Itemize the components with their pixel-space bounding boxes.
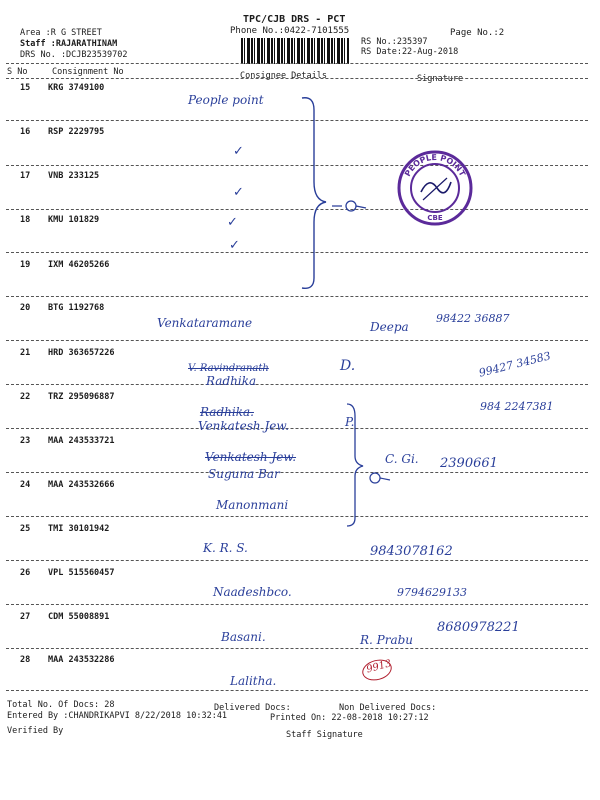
row-number: 18	[20, 215, 31, 225]
consignee-name: Venkatesh Jew.	[198, 419, 290, 433]
consignee-name: Venkataramane	[157, 316, 253, 330]
receiver-phone: 8680978221	[437, 620, 520, 635]
receiver-signature: D.	[340, 358, 356, 374]
bracket-mark	[300, 92, 330, 292]
consignment-number: VPL 515560457	[48, 568, 115, 578]
receiver-phone: 99427 34583	[477, 349, 552, 380]
row-number: 21	[20, 348, 31, 358]
row-number: 15	[20, 83, 31, 93]
row-number: 26	[20, 568, 31, 578]
check-mark: ✓	[233, 143, 244, 158]
barcode-graphic	[241, 38, 349, 64]
column-consignment: Consignment No	[52, 67, 124, 77]
drs-number: DRS No. :DCJB23539702	[20, 50, 128, 60]
consignment-number: KMU 101829	[48, 215, 100, 225]
row-divider	[6, 604, 588, 605]
consignee-name: Radhika	[206, 374, 257, 388]
office-phone: Phone No.:0422-7101555	[230, 26, 350, 36]
rs-date: RS Date:22-Aug-2018	[361, 47, 459, 57]
struck-name: Radhika.	[200, 405, 254, 419]
bracket-mark	[345, 400, 365, 530]
receiver-phone: 9843078162	[370, 544, 453, 559]
stamp-bottom-text: CBE	[427, 214, 443, 222]
page-number: Page No.:2	[450, 28, 505, 38]
consignee-name: Manonmani	[216, 498, 289, 512]
row-divider	[6, 384, 588, 385]
consignment-number: RSP 2229795	[48, 127, 105, 137]
column-sno: S No	[7, 67, 28, 77]
consignment-number: IXM 46205266	[48, 260, 110, 270]
staff-label: Staff :RAJARATHINAM	[20, 39, 118, 49]
row-divider	[6, 648, 588, 649]
row-number: 28	[20, 655, 31, 665]
row-divider	[6, 428, 588, 429]
consignee-name: Lalitha.	[230, 674, 277, 688]
struck-name: V. Ravindranath	[188, 363, 269, 374]
row-number: 25	[20, 524, 31, 534]
struck-name: Venkatesh Jew.	[205, 450, 297, 464]
receiver-phone: 984 2247381	[480, 400, 554, 413]
receiver-phone: 2390661	[440, 456, 498, 471]
consignment-number: MAA 243533721	[48, 436, 115, 446]
consignment-number: HRD 363657226	[48, 348, 115, 358]
consignment-number: BTG 1192768	[48, 303, 105, 313]
total-docs: Total No. Of Docs: 28	[7, 700, 115, 710]
stamp-top-text: PEOPLE POINT	[402, 152, 468, 178]
row-number: 22	[20, 392, 31, 402]
consignee-name: Naadeshbco.	[213, 585, 292, 599]
consignee-name: Suguna Bar	[208, 467, 280, 481]
row-number: 19	[20, 260, 31, 270]
row-divider	[6, 472, 588, 473]
receiver-signature: R. Prabu	[360, 633, 414, 647]
consignment-number: KRG 3749100	[48, 83, 105, 93]
row-divider	[6, 296, 588, 297]
rs-number: RS No.:235397	[361, 37, 428, 47]
receiver-phone: 98422 36887	[436, 312, 510, 325]
sheet-title: TPC/CJB DRS - PCT	[243, 14, 346, 25]
row-divider	[6, 209, 588, 210]
check-mark: ✓	[233, 184, 244, 199]
header-rule	[6, 63, 588, 64]
receiver-phone: 9794629133	[397, 586, 467, 599]
circled-note-text: 9913	[365, 658, 393, 676]
consignee-name: K. R. S.	[203, 541, 248, 555]
receiver-signature: P.	[345, 415, 355, 429]
receiver-signature: Deepa	[370, 320, 409, 334]
row-divider	[6, 165, 588, 166]
row-divider	[6, 252, 588, 253]
consignment-number: TRZ 295096887	[48, 392, 115, 402]
check-mark: ✓	[227, 214, 238, 229]
row-divider	[6, 340, 588, 341]
area-label: Area :R G STREET	[20, 28, 102, 38]
company-stamp	[395, 148, 475, 228]
consignment-number: VNB 233125	[48, 171, 100, 181]
consignment-number: TMI 30101942	[48, 524, 110, 534]
consignment-number: MAA 243532286	[48, 655, 115, 665]
row-number: 16	[20, 127, 31, 137]
row-divider	[6, 516, 588, 517]
row-number: 17	[20, 171, 31, 181]
footer-rule	[6, 690, 588, 691]
header-rule	[6, 78, 588, 79]
consignment-number: MAA 243532666	[48, 480, 115, 490]
column-details: Consignee Details	[240, 71, 327, 81]
arrow-mark	[368, 470, 392, 490]
printed-on: Printed On: 22-08-2018 10:27:12	[270, 713, 429, 723]
row-divider	[6, 120, 588, 121]
circled-note	[360, 656, 394, 683]
row-divider	[6, 560, 588, 561]
receiver-signature: C. Gi.	[385, 452, 419, 466]
row-number: 20	[20, 303, 31, 313]
verified-by: Verified By	[7, 726, 64, 736]
staff-signature: Staff Signature	[286, 730, 363, 740]
non-delivered-docs: Non Delivered Docs:	[339, 703, 437, 713]
row-number: 27	[20, 612, 31, 622]
delivered-docs: Delivered Docs:	[214, 703, 291, 713]
row-number: 23	[20, 436, 31, 446]
arrow-mark	[330, 196, 370, 216]
row-number: 24	[20, 480, 31, 490]
consignee-name: People point	[188, 93, 264, 107]
check-mark: ✓	[229, 237, 240, 252]
entered-by: Entered By :CHANDRIKAPVI 8/22/2018 10:32:41	[7, 711, 228, 721]
consignee-name: Basani.	[221, 630, 266, 644]
svg-text:PEOPLE POINT	[403, 153, 467, 178]
column-signature: Signature	[417, 74, 464, 84]
consignment-number: CDM 55008891	[48, 612, 110, 622]
